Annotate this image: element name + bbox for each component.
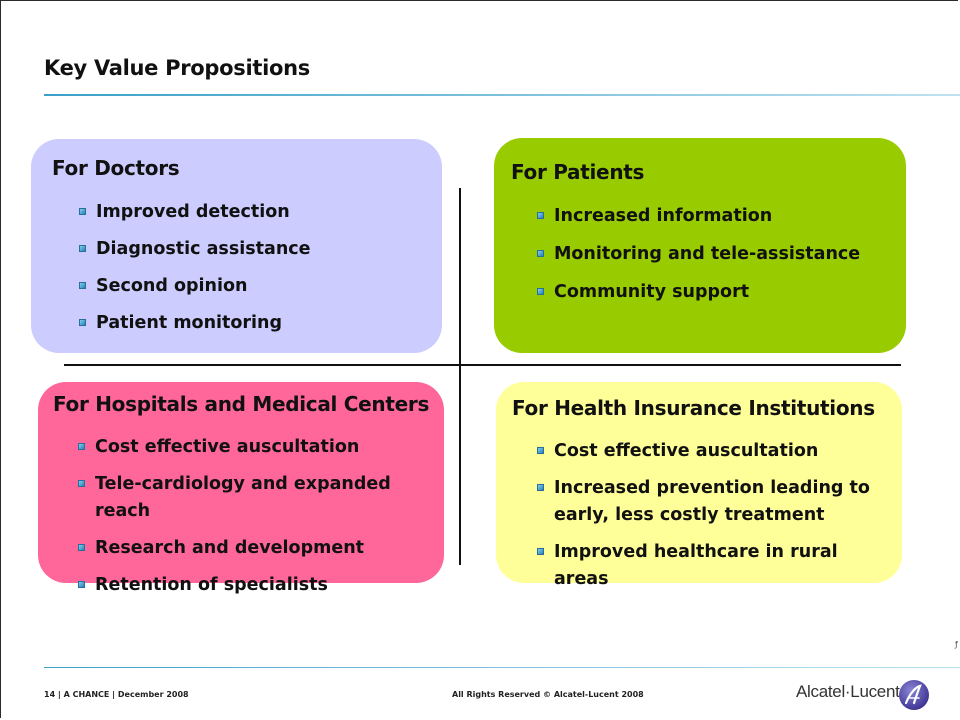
slide-title: Key Value Propositions [44, 56, 310, 80]
list-item [78, 572, 444, 599]
benefit-list [537, 203, 860, 317]
list-item-text: Tele-cardiology and expanded reach [95, 474, 391, 521]
footer-divider [44, 667, 960, 668]
list-item [79, 236, 311, 263]
bullet-icon [79, 319, 86, 326]
title-divider [44, 94, 960, 96]
quadrant-heading: For Hospitals and Medical Centers [53, 392, 430, 416]
bullet-icon [78, 443, 85, 450]
list-item [79, 273, 311, 300]
list-item [537, 475, 897, 529]
list-item-text: Retention of specialists [95, 575, 328, 595]
horizontal-axis-line [64, 364, 901, 366]
bullet-icon [537, 447, 544, 454]
list-item-text: Monitoring and tele-assistance [554, 244, 861, 264]
list-item-text: Patient monitoring [96, 313, 283, 333]
footer-copyright: All Rights Reserved © Alcatel-Lucent 2008 [452, 690, 644, 699]
bullet-icon [537, 212, 544, 219]
bullet-icon [79, 282, 86, 289]
list-item [78, 471, 444, 525]
bullet-icon [78, 480, 85, 487]
brand-name: Alcatel·Lucent [796, 682, 900, 701]
bullet-icon [537, 484, 544, 491]
benefit-list [537, 438, 897, 603]
list-item [537, 203, 860, 230]
bullet-icon [78, 544, 85, 551]
list-item-text: Increased prevention leading to early, less costly treatment [554, 478, 870, 525]
list-item [79, 310, 311, 337]
quadrant-heading: For Doctors [52, 156, 180, 180]
quadrant-doctors [31, 139, 442, 353]
quadrant-heading: For Health Insurance Institutions [512, 396, 875, 420]
bullet-icon [537, 288, 544, 295]
corner-mark: ƒ [955, 640, 958, 649]
list-item-text: Improved detection [96, 202, 290, 222]
list-item [537, 279, 860, 306]
list-item-text: Research and development [95, 538, 365, 558]
list-item [537, 539, 897, 593]
bullet-icon [537, 548, 544, 555]
list-item [79, 199, 311, 226]
list-item-text: Improved healthcare in rural areas [554, 542, 838, 589]
list-item-text: Community support [554, 282, 750, 302]
alcatel-lucent-logo-icon [898, 679, 930, 711]
benefit-list [79, 199, 311, 347]
list-item [78, 434, 444, 461]
bullet-icon [79, 245, 86, 252]
list-item-text: Cost effective auscultation [95, 437, 360, 457]
quadrant-hospitals [38, 382, 444, 595]
vertical-axis-line [459, 188, 461, 565]
list-item [537, 241, 860, 268]
bullet-icon [78, 581, 85, 588]
list-item-text: Diagnostic assistance [96, 239, 311, 259]
bullet-icon [537, 250, 544, 257]
quadrant-insurance [496, 382, 902, 589]
list-item-text: Second opinion [96, 276, 248, 296]
quadrant-heading: For Patients [511, 160, 645, 184]
benefit-list [78, 434, 444, 609]
list-item-text: Cost effective auscultation [554, 441, 819, 461]
footer-page-info: 14 | A CHANCE | December 2008 [44, 690, 189, 699]
quadrant-patients [494, 138, 906, 353]
list-item [78, 535, 444, 562]
list-item [537, 438, 897, 465]
bullet-icon [79, 208, 86, 215]
list-item-text: Increased information [554, 206, 773, 226]
